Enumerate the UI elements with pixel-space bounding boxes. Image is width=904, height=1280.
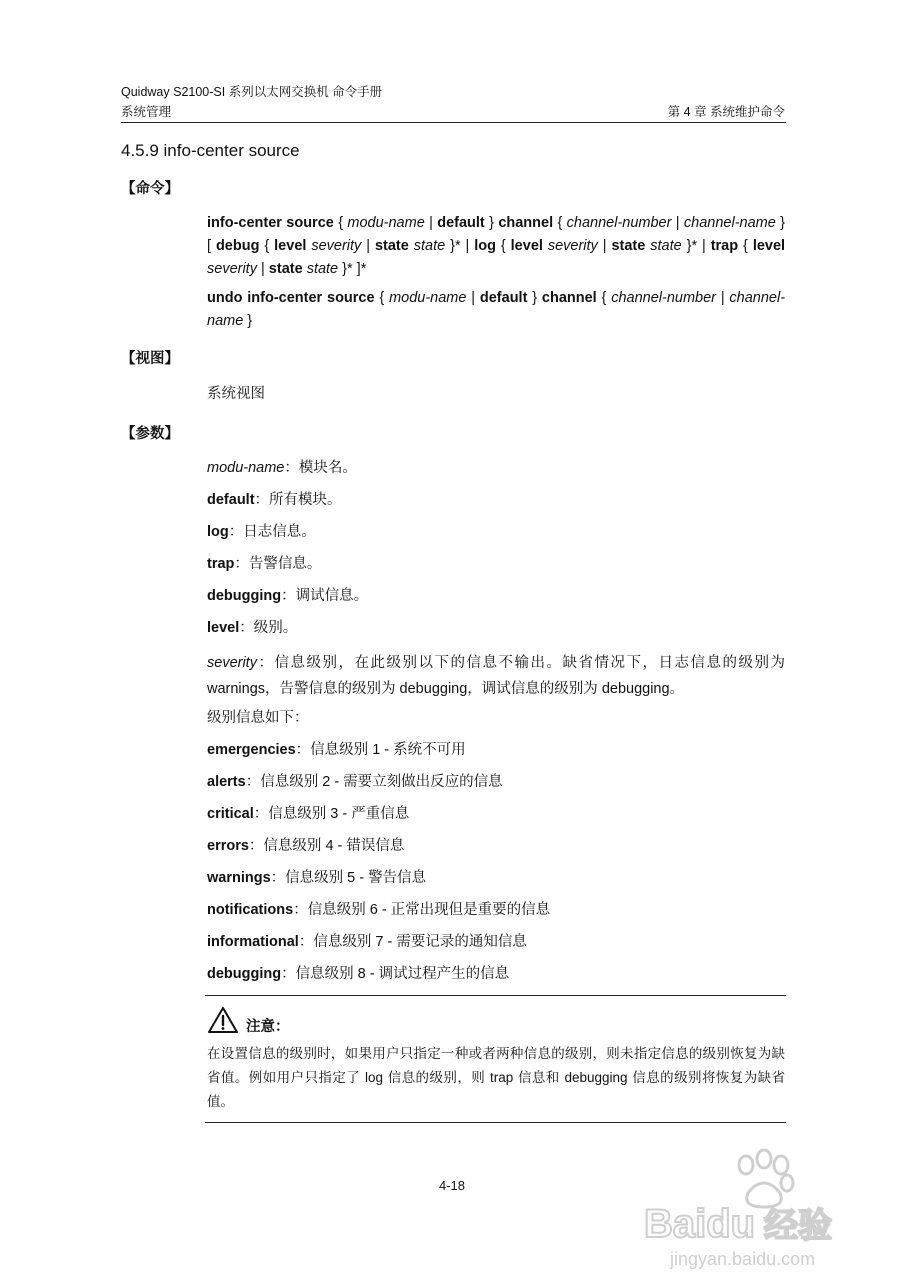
levels-intro: 级别信息如下： <box>207 710 309 726</box>
section-title: 4.5.9 info-center source <box>121 141 300 160</box>
param-item: level：级别。 <box>207 620 298 636</box>
param-severity: severity：信息级别，在此级别以下的信息不输出。缺省情况下，日志信息的级别为 warnings，告警信息的级别为 debugging，调试信息的级别为 debugging。 <box>207 655 786 697</box>
param-item: default：所有模块。 <box>207 492 342 508</box>
label-command: 【命令】 <box>121 181 179 197</box>
baidu-jingyan-watermark <box>640 1145 860 1270</box>
level-item: critical：信息级别 3 - 严重信息 <box>207 806 410 822</box>
param-item: debugging：调试信息。 <box>207 588 369 604</box>
level-item: debugging：信息级别 8 - 调试过程产生的信息 <box>207 966 510 982</box>
param-item: modu-name：模块名。 <box>207 460 357 476</box>
header-product: Quidway S2100-SI 系列以太网交换机 命令手册 <box>121 85 383 99</box>
level-item: informational：信息级别 7 - 需要记录的通知信息 <box>207 934 527 950</box>
svg-text:经验: 经验 <box>764 1206 832 1246</box>
level-item: warnings：信息级别 5 - 警告信息 <box>207 870 427 886</box>
view-text: 系统视图 <box>207 386 265 402</box>
undo-command-syntax: undo info-center source { modu-name | default } channel { channel-number | channel-name } <box>207 290 786 329</box>
note-bottom-rule <box>205 1122 786 1123</box>
command-syntax: info-center source { modu-name | default } channel { channel-number | channel-name } [ debug { level severity | state state }* | log { level severity | state state }* | trap { level severity | state state }* ]* <box>207 215 786 277</box>
svg-text:Baidu: Baidu <box>644 1202 756 1246</box>
label-params: 【参数】 <box>121 426 179 442</box>
note-top-rule <box>205 995 786 996</box>
warning-icon <box>207 1006 239 1034</box>
param-item: trap：告警信息。 <box>207 556 322 572</box>
note-title: 注意： <box>246 1019 290 1035</box>
param-item: log：日志信息。 <box>207 524 316 540</box>
header-rule <box>121 122 786 123</box>
level-item: emergencies：信息级别 1 - 系统不可用 <box>207 742 466 758</box>
header-chapter: 第 4 章 系统维护命令 <box>667 105 785 119</box>
label-view: 【视图】 <box>121 351 179 367</box>
level-item: alerts：信息级别 2 - 需要立刻做出反应的信息 <box>207 774 503 790</box>
svg-text:jingyan.baidu.com: jingyan.baidu.com <box>670 1249 816 1269</box>
page-number: 4-18 <box>438 1178 466 1193</box>
header-section: 系统管理 <box>121 105 172 119</box>
note-text: 在设置信息的级别时，如果用户只指定一种或者两种信息的级别，则未指定信息的级别恢复为缺省值。例如用户只指定了 log 信息的级别，则 trap 信息和 debugging 信息的级别将恢复为缺省值。 <box>207 1046 786 1110</box>
level-item: errors：信息级别 4 - 错误信息 <box>207 838 405 854</box>
level-item: notifications：信息级别 6 - 正常出现但是重要的信息 <box>207 902 551 918</box>
